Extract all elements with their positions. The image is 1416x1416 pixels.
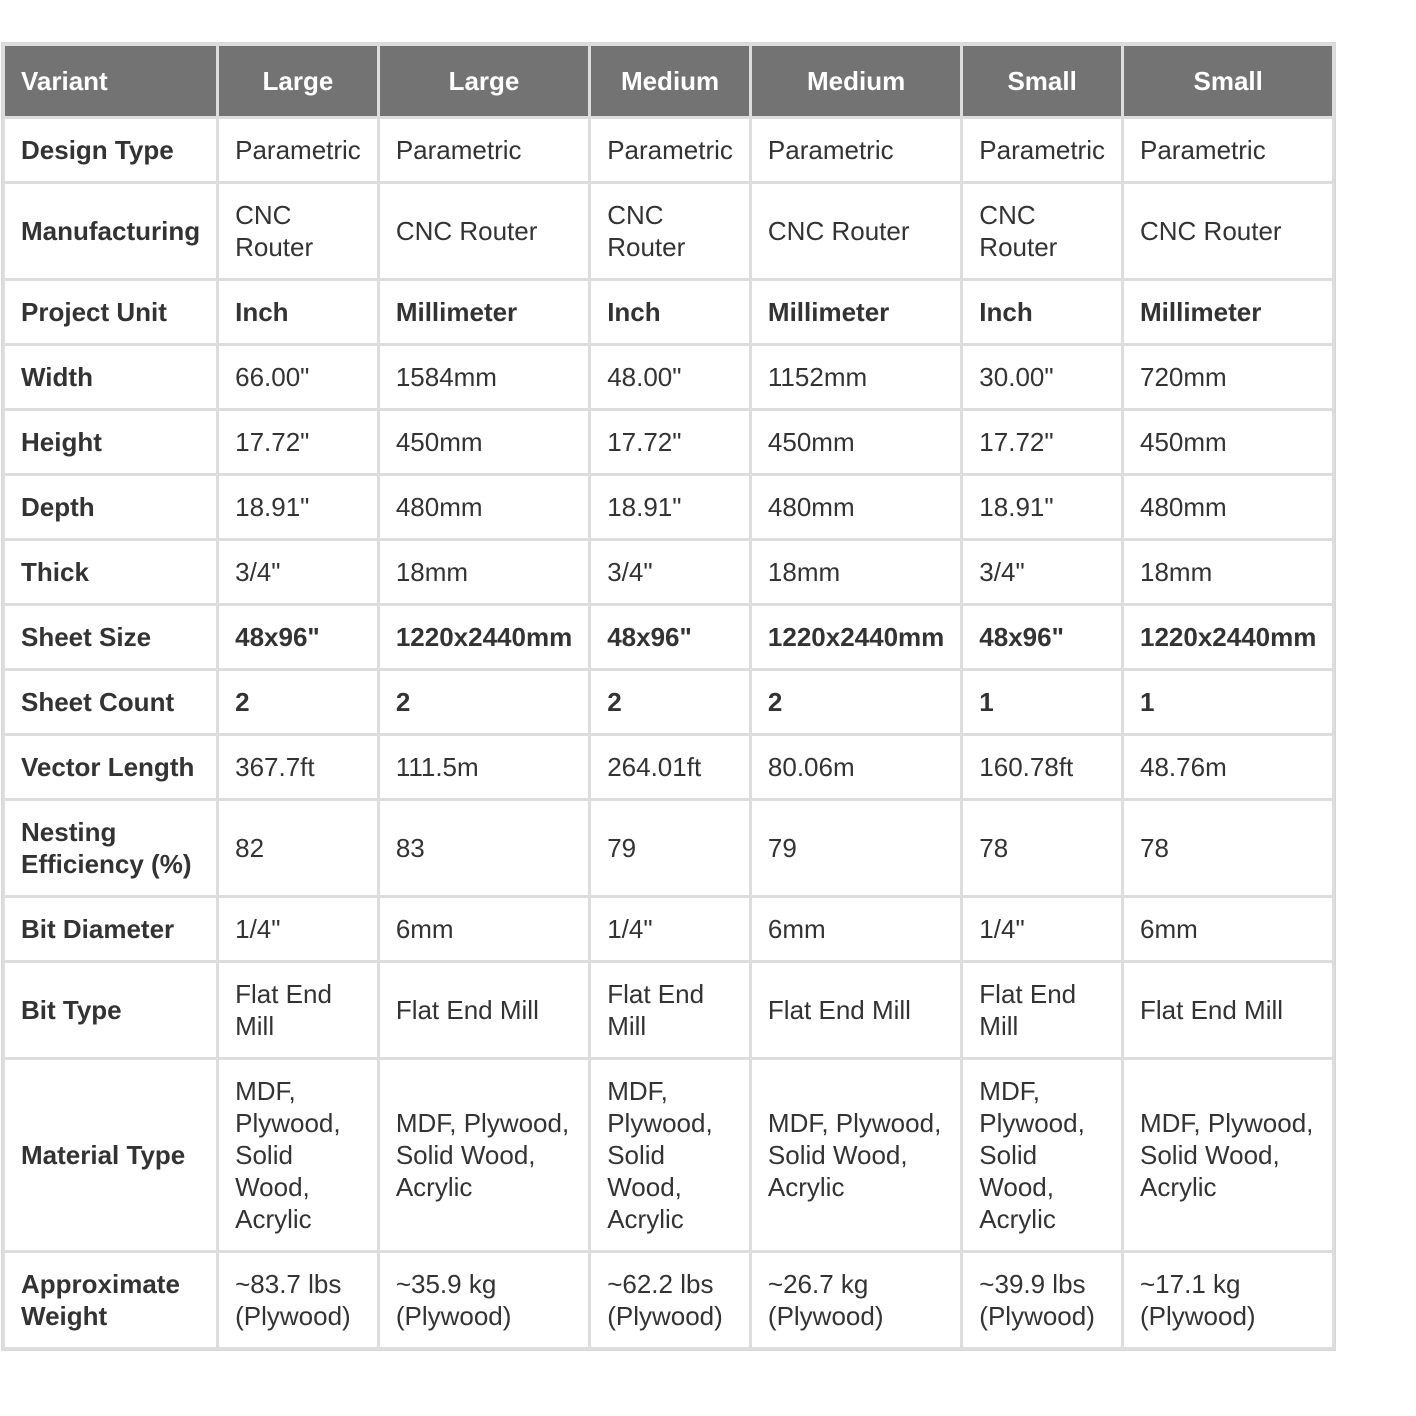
table-cell: 78: [963, 801, 1121, 895]
table-cell: 80.06m: [752, 736, 960, 798]
row-label: Width: [5, 346, 216, 408]
table-cell: CNC Router: [963, 184, 1121, 278]
table-cell: 6mm: [380, 898, 588, 960]
table-cell: Parametric: [1124, 119, 1332, 181]
table-cell: 6mm: [1124, 898, 1332, 960]
table-cell: 2: [219, 671, 377, 733]
table-cell: Flat End Mill: [963, 963, 1121, 1057]
table-cell: CNC Router: [752, 184, 960, 278]
table-cell: 3/4": [591, 541, 749, 603]
table-cell: 48.00": [591, 346, 749, 408]
table-row: [5, 963, 1332, 1057]
table-cell: 1/4": [219, 898, 377, 960]
table-cell: 160.78ft: [963, 736, 1121, 798]
header-column: Small: [1124, 46, 1332, 116]
table-cell: ~35.9 kg (Plywood): [380, 1253, 588, 1347]
row-label: Approximate Weight: [5, 1253, 216, 1347]
table-cell: 18mm: [1124, 541, 1332, 603]
table-row: [5, 1253, 1332, 1347]
table-cell: MDF, Plywood, Solid Wood, Acrylic: [752, 1060, 960, 1250]
table-cell: MDF, Plywood, Solid Wood, Acrylic: [591, 1060, 749, 1250]
table-cell: 480mm: [752, 476, 960, 538]
table-cell: 367.7ft: [219, 736, 377, 798]
table-cell: 1: [963, 671, 1121, 733]
table-cell: 1220x2440mm: [380, 606, 588, 668]
table-cell: 2: [380, 671, 588, 733]
table-cell: MDF, Plywood, Solid Wood, Acrylic: [1124, 1060, 1332, 1250]
table-cell: CNC Router: [219, 184, 377, 278]
header-column: Large: [380, 46, 588, 116]
table-row: [5, 541, 1332, 603]
table-cell: 18mm: [752, 541, 960, 603]
table-cell: 79: [591, 801, 749, 895]
table-cell: ~62.2 lbs (Plywood): [591, 1253, 749, 1347]
table-cell: 450mm: [380, 411, 588, 473]
table-row: [5, 411, 1332, 473]
table-cell: 1220x2440mm: [752, 606, 960, 668]
row-label: Nesting Efficiency (%): [5, 801, 216, 895]
table-cell: Millimeter: [380, 281, 588, 343]
table-cell: 450mm: [1124, 411, 1332, 473]
table-row: [5, 898, 1332, 960]
table-cell: 2: [752, 671, 960, 733]
row-label: Design Type: [5, 119, 216, 181]
table-cell: 264.01ft: [591, 736, 749, 798]
table-cell: 48x96": [219, 606, 377, 668]
table-cell: Flat End Mill: [752, 963, 960, 1057]
table-cell: 66.00": [219, 346, 377, 408]
table-cell: Flat End Mill: [1124, 963, 1332, 1057]
row-label: Bit Diameter: [5, 898, 216, 960]
table-cell: MDF, Plywood, Solid Wood, Acrylic: [963, 1060, 1121, 1250]
table-cell: CNC Router: [380, 184, 588, 278]
table-cell: 18.91": [219, 476, 377, 538]
header-column: Medium: [591, 46, 749, 116]
table-cell: 3/4": [963, 541, 1121, 603]
header-column: Small: [963, 46, 1121, 116]
table-cell: Parametric: [963, 119, 1121, 181]
row-label: Vector Length: [5, 736, 216, 798]
table-cell: ~83.7 lbs (Plywood): [219, 1253, 377, 1347]
table-cell: Inch: [591, 281, 749, 343]
row-label: Thick: [5, 541, 216, 603]
table-cell: 78: [1124, 801, 1332, 895]
table-cell: 83: [380, 801, 588, 895]
table-row: [5, 671, 1332, 733]
table-cell: 48x96": [963, 606, 1121, 668]
table-cell: 1/4": [963, 898, 1121, 960]
table-cell: 480mm: [1124, 476, 1332, 538]
table-cell: 18mm: [380, 541, 588, 603]
table-row: [5, 736, 1332, 798]
table-cell: Millimeter: [1124, 281, 1332, 343]
table-row: [5, 476, 1332, 538]
header-column: Large: [219, 46, 377, 116]
row-label: Bit Type: [5, 963, 216, 1057]
table-row: [5, 119, 1332, 181]
table-cell: 48x96": [591, 606, 749, 668]
table-row: [5, 346, 1332, 408]
table-cell: 111.5m: [380, 736, 588, 798]
table-cell: 18.91": [591, 476, 749, 538]
table-cell: Flat End Mill: [219, 963, 377, 1057]
table-cell: ~17.1 kg (Plywood): [1124, 1253, 1332, 1347]
table-cell: Flat End Mill: [591, 963, 749, 1057]
table-cell: MDF, Plywood, Solid Wood, Acrylic: [219, 1060, 377, 1250]
row-label: Project Unit: [5, 281, 216, 343]
table-row: [5, 1060, 1332, 1250]
table-cell: CNC Router: [1124, 184, 1332, 278]
table-cell: Parametric: [591, 119, 749, 181]
spec-table: [1, 42, 1336, 1351]
table-cell: 79: [752, 801, 960, 895]
table-cell: 450mm: [752, 411, 960, 473]
table-cell: 1152mm: [752, 346, 960, 408]
table-cell: Millimeter: [752, 281, 960, 343]
table-cell: CNC Router: [591, 184, 749, 278]
header-variant: Variant: [5, 46, 216, 116]
table-cell: 6mm: [752, 898, 960, 960]
table-cell: Parametric: [752, 119, 960, 181]
table-cell: 1220x2440mm: [1124, 606, 1332, 668]
table-cell: 480mm: [380, 476, 588, 538]
table-cell: Inch: [219, 281, 377, 343]
table-cell: 82: [219, 801, 377, 895]
row-label: Material Type: [5, 1060, 216, 1250]
table-cell: 3/4": [219, 541, 377, 603]
table-cell: Parametric: [219, 119, 377, 181]
table-cell: 1: [1124, 671, 1332, 733]
table-cell: 17.72": [963, 411, 1121, 473]
table-row: [5, 184, 1332, 278]
header-row: [5, 46, 1332, 116]
table-row: [5, 606, 1332, 668]
table-cell: Flat End Mill: [380, 963, 588, 1057]
table-cell: Parametric: [380, 119, 588, 181]
row-label: Sheet Size: [5, 606, 216, 668]
table-cell: 1/4": [591, 898, 749, 960]
table-cell: 17.72": [219, 411, 377, 473]
table-row: [5, 281, 1332, 343]
table-row: [5, 801, 1332, 895]
row-label: Height: [5, 411, 216, 473]
table-cell: 18.91": [963, 476, 1121, 538]
table-cell: 2: [591, 671, 749, 733]
table-cell: 17.72": [591, 411, 749, 473]
table-cell: MDF, Plywood, Solid Wood, Acrylic: [380, 1060, 588, 1250]
row-label: Depth: [5, 476, 216, 538]
row-label: Manufacturing: [5, 184, 216, 278]
table-cell: ~26.7 kg (Plywood): [752, 1253, 960, 1347]
table-cell: 720mm: [1124, 346, 1332, 408]
table-cell: 30.00": [963, 346, 1121, 408]
header-column: Medium: [752, 46, 960, 116]
table-cell: Inch: [963, 281, 1121, 343]
table-cell: 48.76m: [1124, 736, 1332, 798]
row-label: Sheet Count: [5, 671, 216, 733]
table-cell: ~39.9 lbs (Plywood): [963, 1253, 1121, 1347]
table-cell: 1584mm: [380, 346, 588, 408]
